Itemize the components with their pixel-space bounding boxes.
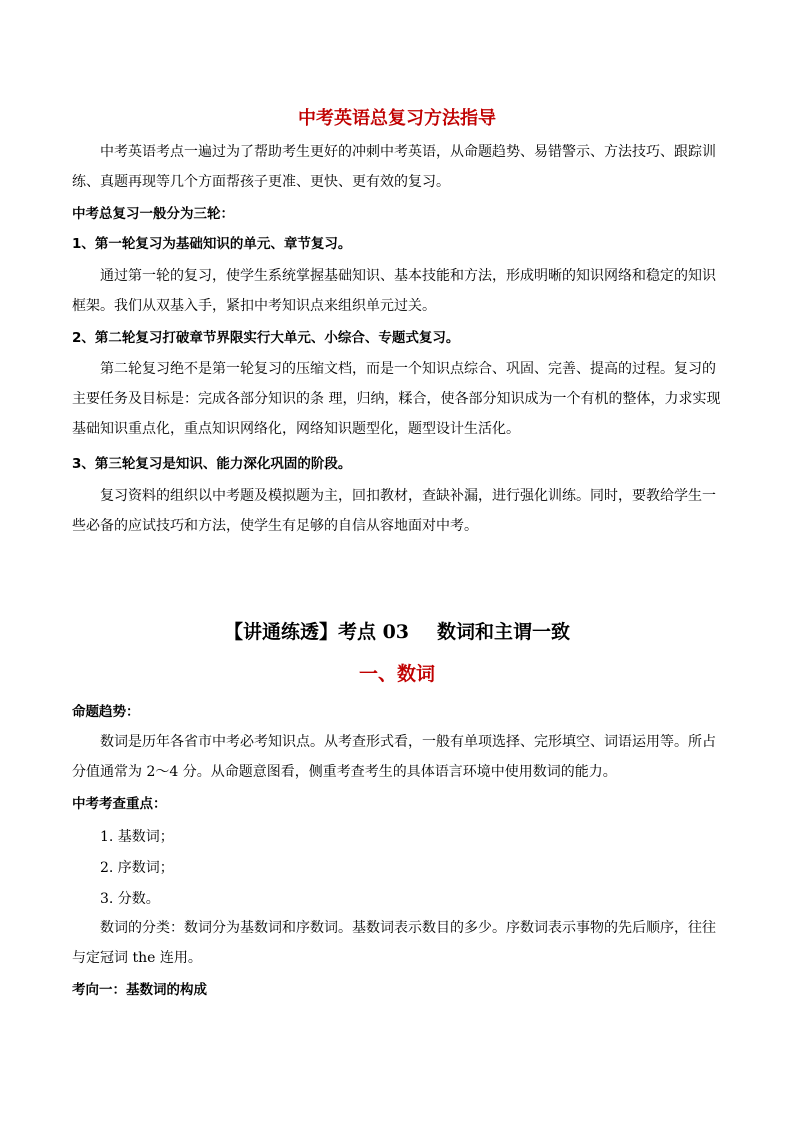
trend-heading: 命题趋势： bbox=[72, 704, 140, 720]
round3-body: 复习资料的组织以中考题及模拟题为主，回扣教材，查缺补漏，进行强化训练。同时，要教给学生一些必备的应试技巧和方法，使学生有足够的自信从容地面对中考。 bbox=[72, 488, 716, 534]
intro-paragraph: 中考英语考点一遍过为了帮助考生更好的冲刺中考英语，从命题趋势、易错警示、方法技巧、跟踪训练、真题再现等几个方面帮孩子更准、更快、更有效的复习。 bbox=[72, 144, 716, 190]
round1-heading: 1、第一轮复习为基础知识的单元、章节复习。 bbox=[72, 236, 352, 252]
direction-heading: 考向一：基数词的构成 bbox=[72, 982, 207, 998]
trend-body: 数词是历年各省市中考必考知识点。从考查形式看，一般有单项选择、完形填空、词语运用等。所占分值通常为 2～4 分。从命题意图看，侧重考查考生的具体语言环境中使用数词的能力。 bbox=[72, 734, 716, 780]
focus-item-2: 2. 序数词； bbox=[100, 860, 174, 876]
focus-item-3: 3. 分数。 bbox=[100, 891, 160, 907]
section-title bbox=[0, 617, 794, 644]
focus-heading: 中考考查重点： bbox=[72, 796, 167, 812]
round2-heading: 2、第二轮复习打破章节界限实行大单元、小综合、专题式复习。 bbox=[72, 330, 460, 346]
round2-body: 第二轮复习绝不是第一轮复习的压缩文档，而是一个知识点综合、巩固、完善、提高的过程。复习的主要任务及目标是：完成各部分知识的条 理，归纳，糅合，使各部分知识成为一个有机的整体，力求实现基础知识重点化，重点知识网络化，网络知识题型化，题型设计生活化。 bbox=[72, 361, 721, 437]
section-name: 数词和主谓一致 bbox=[437, 621, 571, 643]
section-prefix: 【讲通练透】考点 03 bbox=[223, 621, 410, 643]
round3-heading: 3、第三轮复习是知识、能力深化巩固的阶段。 bbox=[72, 456, 352, 472]
subsection-title: 一、数词 bbox=[358, 663, 435, 685]
classification-paragraph: 数词的分类：数词分为基数词和序数词。基数词表示数目的多少。序数词表示事物的先后顺序，往往与定冠词 the 连用。 bbox=[72, 920, 716, 966]
document-title: 中考英语总复习方法指导 bbox=[298, 108, 496, 129]
rounds-heading: 中考总复习一般分为三轮： bbox=[72, 206, 234, 222]
round1-body: 通过第一轮的复习，使学生系统掌握基础知识、基本技能和方法，形成明晰的知识网络和稳定的知识框架。我们从双基入手，紧扣中考知识点来组织单元过关。 bbox=[72, 268, 716, 314]
focus-item-1: 1. 基数词； bbox=[100, 829, 174, 845]
